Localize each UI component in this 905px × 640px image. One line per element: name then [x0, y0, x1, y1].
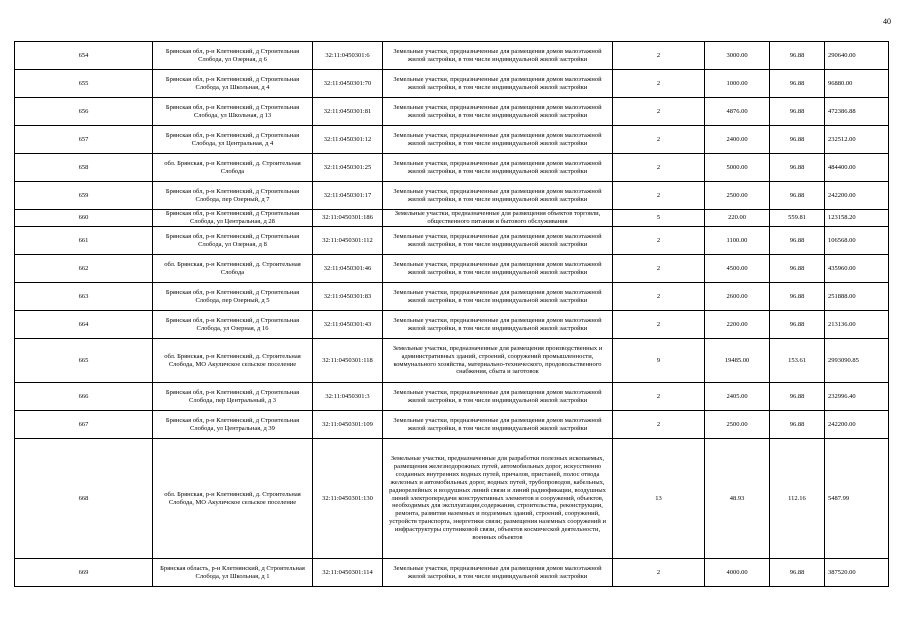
cell-address: Брянская обл, р-н Клетнянский, д Строительная Слобода, пер Центральный, д 3 [153, 383, 313, 411]
table-row [15, 439, 889, 559]
cell-number: 656 [15, 98, 153, 126]
cell-group: 2 [613, 383, 705, 411]
cell-address: Брянская обл, р-н Клетнянский, д Строительная Слобода, ул Школьная, д 13 [153, 98, 313, 126]
cell-cadastral: 32:11:0450301:46 [313, 255, 383, 283]
cell-area: 2405.00 [705, 383, 770, 411]
cell-group: 2 [613, 559, 705, 587]
cell-address: Брянская область, р-н Клетнянский, д Строительная Слобода, ул Школьная, д 1 [153, 559, 313, 587]
cell-address: Брянская обл, р-н Клетнянский, д Строительная Слобода, ул Центральная, д 39 [153, 411, 313, 439]
cell-use: Земельные участки, предназначенные для размещения домов малоэтажной жилой застройки, в том числе индивидуальной жилой застройки [383, 283, 613, 311]
cell-cadastral: 32:11:0450301:109 [313, 411, 383, 439]
cell-number: 666 [15, 383, 153, 411]
cell-area: 4000.00 [705, 559, 770, 587]
cell-value: 242200.00 [825, 411, 889, 439]
cell-area: 1000.00 [705, 70, 770, 98]
cell-use: Земельные участки, предназначенные для размещения домов малоэтажной жилой застройки, в том числе индивидуальной жилой застройки [383, 311, 613, 339]
cell-address: Брянская обл, р-н Клетнянский, д Строительная Слобода, ул Озерная, д 6 [153, 42, 313, 70]
table-row [15, 182, 889, 210]
cell-address: Брянская обл, р-н Клетнянский, д Строительная Слобода, ул Центральная, д 28 [153, 210, 313, 227]
cell-number: 654 [15, 42, 153, 70]
cell-value: 484400.00 [825, 154, 889, 182]
table-row [15, 98, 889, 126]
cell-rate: 96.88 [770, 42, 825, 70]
cell-cadastral: 32:11:0450301:6 [313, 42, 383, 70]
cell-use: Земельные участки, предназначенные для размещения домов малоэтажной жилой застройки, в том числе индивидуальной жилой застройки [383, 383, 613, 411]
cell-address: Брянская обл, р-н Клетнянский, д Строительная Слобода, пер Озерный, д 7 [153, 182, 313, 210]
table-row [15, 559, 889, 587]
cell-area: 4876.00 [705, 98, 770, 126]
cell-rate: 96.88 [770, 126, 825, 154]
cell-value: 106568.00 [825, 227, 889, 255]
table-row [15, 411, 889, 439]
cell-number: 658 [15, 154, 153, 182]
cell-group: 13 [613, 439, 705, 559]
cell-cadastral: 32:11:0450301:17 [313, 182, 383, 210]
cell-area: 19485.00 [705, 339, 770, 383]
cell-use: Земельные участки, предназначенные для размещения домов малоэтажной жилой застройки, в том числе индивидуальной жилой застройки [383, 70, 613, 98]
cell-use: Земельные участки, предназначенные для размещения домов малоэтажной жилой застройки, в том числе индивидуальной жилой застройки [383, 255, 613, 283]
cell-area: 220.00 [705, 210, 770, 227]
cell-value: 251888.00 [825, 283, 889, 311]
cell-address: Брянская обл, р-н Клетнянский, д Строительная Слобода, ул Центральная, д 4 [153, 126, 313, 154]
table-row [15, 42, 889, 70]
cell-use: Земельные участки, предназначенные для размещения домов малоэтажной жилой застройки, в том числе индивидуальной жилой застройки [383, 98, 613, 126]
cell-rate: 559.81 [770, 210, 825, 227]
cell-value: 232512.00 [825, 126, 889, 154]
cell-cadastral: 32:11:0450301:3 [313, 383, 383, 411]
cell-value: 123158.20 [825, 210, 889, 227]
table-row [15, 383, 889, 411]
cell-rate: 96.88 [770, 411, 825, 439]
cell-value: 290640.00 [825, 42, 889, 70]
cell-address: обл. Брянская, р-н Клетнянский, д. Строительная Слобода, МО Акуличское сельское поселение [153, 439, 313, 559]
cell-number: 659 [15, 182, 153, 210]
cell-use: Земельные участки, предназначенные для размещения домов малоэтажной жилой застройки, в том числе индивидуальной жилой застройки [383, 154, 613, 182]
cell-group: 2 [613, 154, 705, 182]
cell-area: 2600.00 [705, 283, 770, 311]
land-cadastral-table [14, 41, 889, 587]
cell-group: 9 [613, 339, 705, 383]
cell-rate: 96.88 [770, 283, 825, 311]
cell-cadastral: 32:11:0450301:25 [313, 154, 383, 182]
cell-cadastral: 32:11:0450301:81 [313, 98, 383, 126]
cell-value: 435960.00 [825, 255, 889, 283]
cell-rate: 112.16 [770, 439, 825, 559]
cell-group: 2 [613, 98, 705, 126]
cell-group: 2 [613, 70, 705, 98]
cell-rate: 96.88 [770, 182, 825, 210]
cell-cadastral: 32:11:0450301:12 [313, 126, 383, 154]
cell-use: Земельные участки, предназначенные для размещения домов малоэтажной жилой застройки, в том числе индивидуальной жилой застройки [383, 227, 613, 255]
cell-area: 2200.00 [705, 311, 770, 339]
cell-group: 2 [613, 227, 705, 255]
cell-use: Земельные участки, предназначенные для размещения домов малоэтажной жилой застройки, в том числе индивидуальной жилой застройки [383, 411, 613, 439]
cell-number: 669 [15, 559, 153, 587]
table-row [15, 311, 889, 339]
cell-group: 5 [613, 210, 705, 227]
cell-value: 232996.40 [825, 383, 889, 411]
cell-number: 660 [15, 210, 153, 227]
cell-area: 2400.00 [705, 126, 770, 154]
cell-rate: 96.88 [770, 311, 825, 339]
cell-group: 2 [613, 255, 705, 283]
cell-rate: 96.88 [770, 255, 825, 283]
cell-use: Земельные участки, предназначенные для размещения объектов торговли, общественного питания и бытового обслуживания [383, 210, 613, 227]
cell-group: 2 [613, 126, 705, 154]
cell-group: 2 [613, 182, 705, 210]
cell-use: Земельные участки, предназначенные для размещения производственных и административных зданий, строений, сооружений промышленности, коммунального хозяйства, материально-технического, продовольственного снабжения, сбыта и заготовок [383, 339, 613, 383]
cell-address: обл. Брянская, р-н Клетнянский, д. Строительная Слобода [153, 255, 313, 283]
cell-number: 665 [15, 339, 153, 383]
cell-cadastral: 32:11:0450301:130 [313, 439, 383, 559]
cell-area: 2500.00 [705, 182, 770, 210]
cell-rate: 96.88 [770, 383, 825, 411]
cell-number: 668 [15, 439, 153, 559]
table-row [15, 339, 889, 383]
cell-value: 5487.99 [825, 439, 889, 559]
table-row [15, 227, 889, 255]
cell-value: 2993090.85 [825, 339, 889, 383]
cell-value: 472386.88 [825, 98, 889, 126]
table-row [15, 126, 889, 154]
cell-address: Брянская обл, р-н Клетнянский, д Строительная Слобода, ул Школьная, д 4 [153, 70, 313, 98]
cell-rate: 153.61 [770, 339, 825, 383]
table-row [15, 210, 889, 227]
cell-number: 655 [15, 70, 153, 98]
cell-group: 2 [613, 411, 705, 439]
cell-number: 664 [15, 311, 153, 339]
cell-use: Земельные участки, предназначенные для размещения домов малоэтажной жилой застройки, в том числе индивидуальной жилой застройки [383, 182, 613, 210]
cell-value: 387520.00 [825, 559, 889, 587]
cell-rate: 96.88 [770, 154, 825, 182]
cell-number: 661 [15, 227, 153, 255]
cell-group: 2 [613, 42, 705, 70]
cell-area: 3000.00 [705, 42, 770, 70]
page-number: 40 [883, 17, 891, 26]
cell-rate: 96.88 [770, 559, 825, 587]
cell-address: Брянская обл, р-н Клетнянский, д Строительная Слобода, ул Озерная, д 16 [153, 311, 313, 339]
cell-cadastral: 32:11:0450301:118 [313, 339, 383, 383]
cell-address: Брянская обл, р-н Клетнянский, д Строительная Слобода, пер Озерный, д 5 [153, 283, 313, 311]
cell-area: 48.93 [705, 439, 770, 559]
cell-number: 663 [15, 283, 153, 311]
table-row [15, 255, 889, 283]
cell-use: Земельные участки, предназначенные для размещения домов малоэтажной жилой застройки, в том числе индивидуальной жилой застройки [383, 126, 613, 154]
cell-cadastral: 32:11:0450301:70 [313, 70, 383, 98]
cell-use: Земельные участки, предназначенные для размещения домов малоэтажной жилой застройки, в том числе индивидуальной жилой застройки [383, 559, 613, 587]
cell-area: 1100.00 [705, 227, 770, 255]
table-row [15, 154, 889, 182]
cell-cadastral: 32:11:0450301:83 [313, 283, 383, 311]
cell-address: обл. Брянская, р-н Клетнянский, д. Строительная Слобода, МО Акуличское сельское поселение [153, 339, 313, 383]
cell-cadastral: 32:11:0450301:186 [313, 210, 383, 227]
table-row [15, 283, 889, 311]
cell-cadastral: 32:11:0450301:114 [313, 559, 383, 587]
cell-rate: 96.88 [770, 70, 825, 98]
cell-area: 4500.00 [705, 255, 770, 283]
cell-use: Земельные участки, предназначенные для разработки полезных ископаемых, размещения железнодорожных путей, автомобильных дорог, искусственно созданных внутренних водных путей, причалов, пристаней, полос отвода железных и автомобильных дорог, водных путей, трубопроводов, кабельных, радиорелейных и воздушных линий связи и линий радиофикации, воздушных линий электропередачи конструктивных элементов и сооружений, объектов, необходимых для эксплуатации,содержания, строительства, реконструкции, ремонта, развития наземных и подземных зданий, строений, сооружений, устройств транспорта, энергетики связи; размещения наземных сооружений и инфраструктуры спутниковой связи, объектов космической деятельности, военных объектов [383, 439, 613, 559]
cell-area: 5000.00 [705, 154, 770, 182]
cell-group: 2 [613, 311, 705, 339]
cell-number: 662 [15, 255, 153, 283]
cell-value: 96880.00 [825, 70, 889, 98]
cell-value: 213136.00 [825, 311, 889, 339]
cell-use: Земельные участки, предназначенные для размещения домов малоэтажной жилой застройки, в том числе индивидуальной жилой застройки [383, 42, 613, 70]
cell-rate: 96.88 [770, 98, 825, 126]
cell-cadastral: 32:11:0450301:43 [313, 311, 383, 339]
cell-group: 2 [613, 283, 705, 311]
cell-area: 2500.00 [705, 411, 770, 439]
cell-cadastral: 32:11:0450301:112 [313, 227, 383, 255]
cell-address: Брянская обл, р-н Клетнянский, д Строительная Слобода, ул Озерная, д 8 [153, 227, 313, 255]
table-row [15, 70, 889, 98]
cell-number: 667 [15, 411, 153, 439]
cell-address: обл. Брянская, р-н Клетнянский, д. Строительная Слобода [153, 154, 313, 182]
cell-rate: 96.88 [770, 227, 825, 255]
cell-value: 242200.00 [825, 182, 889, 210]
cell-number: 657 [15, 126, 153, 154]
